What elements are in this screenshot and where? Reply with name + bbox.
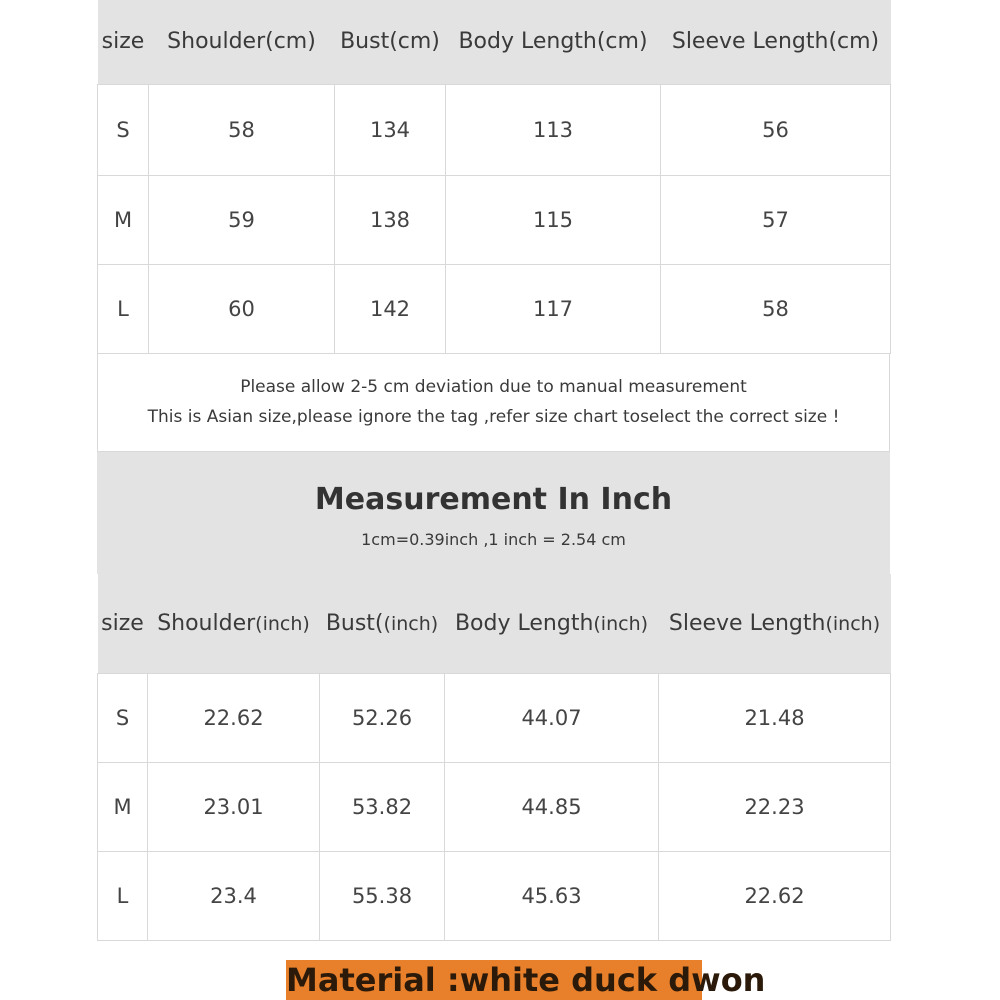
header-body-length: Body Length(cm): [458, 29, 648, 55]
bust-cell: 52.26: [320, 674, 445, 763]
cm-size-table: [97, 0, 891, 354]
table-row: [98, 763, 891, 852]
body-length-cell: 113: [446, 84, 661, 175]
asian-size-note: This is Asian size,please ignore the tag ,refer size chart toselect the correct size !: [147, 407, 840, 427]
inch-section-title: Measurement In Inch: [314, 481, 673, 517]
table-row: [98, 175, 891, 264]
size-cell: L: [98, 264, 149, 353]
table-row: [98, 674, 891, 763]
size-cell: M: [98, 763, 148, 852]
bust-cell: 134: [335, 84, 446, 175]
sleeve-length-cell: 57: [661, 175, 891, 264]
header-bust: Bust(cm): [340, 29, 440, 55]
sleeve-length-cell: 21.48: [659, 674, 891, 763]
header-sleeve-length: Sleeve Length(cm): [671, 29, 880, 55]
inch-size-table: [97, 574, 891, 942]
conversion-note: 1cm=0.39inch ,1 inch = 2.54 cm: [361, 529, 626, 549]
header-shoulder: Shoulder(cm): [167, 29, 316, 55]
shoulder-cell: 60: [149, 264, 335, 353]
deviation-note: Please allow 2-5 cm deviation due to manual measurement: [240, 377, 747, 397]
size-chart: [97, 0, 890, 941]
table-row: [98, 84, 891, 175]
header-size: size: [101, 29, 145, 55]
shoulder-cell: 58: [149, 84, 335, 175]
inch-header-row: [98, 574, 891, 674]
sleeve-length-cell: 56: [661, 84, 891, 175]
size-cell: M: [98, 175, 149, 264]
bust-cell: 55.38: [320, 852, 445, 941]
body-length-cell: 117: [446, 264, 661, 353]
header-shoulder: Shoulder(inch): [157, 610, 310, 636]
size-cell: S: [98, 84, 149, 175]
inch-section-header: [97, 452, 890, 574]
measurement-notes: [97, 354, 890, 452]
shoulder-cell: 23.4: [148, 852, 320, 941]
shoulder-cell: 23.01: [148, 763, 320, 852]
body-length-cell: 44.07: [445, 674, 659, 763]
header-body-length: Body Length(inch): [454, 610, 649, 636]
sleeve-length-cell: 58: [661, 264, 891, 353]
body-length-cell: 44.85: [445, 763, 659, 852]
header-sleeve-length: Sleeve Length(inch): [668, 610, 881, 636]
bust-cell: 138: [335, 175, 446, 264]
size-cell: S: [98, 674, 148, 763]
table-row: [98, 852, 891, 941]
size-cell: L: [98, 852, 148, 941]
shoulder-cell: 22.62: [148, 674, 320, 763]
body-length-cell: 45.63: [445, 852, 659, 941]
table-row: [98, 264, 891, 353]
bust-cell: 53.82: [320, 763, 445, 852]
bust-cell: 142: [335, 264, 446, 353]
sleeve-length-cell: 22.62: [659, 852, 891, 941]
shoulder-cell: 59: [149, 175, 335, 264]
body-length-cell: 115: [446, 175, 661, 264]
cm-header-row: [98, 0, 891, 84]
material-banner: Material :white duck dwon: [286, 961, 766, 999]
header-bust: Bust((inch): [325, 610, 439, 636]
header-size: size: [101, 610, 144, 636]
sleeve-length-cell: 22.23: [659, 763, 891, 852]
